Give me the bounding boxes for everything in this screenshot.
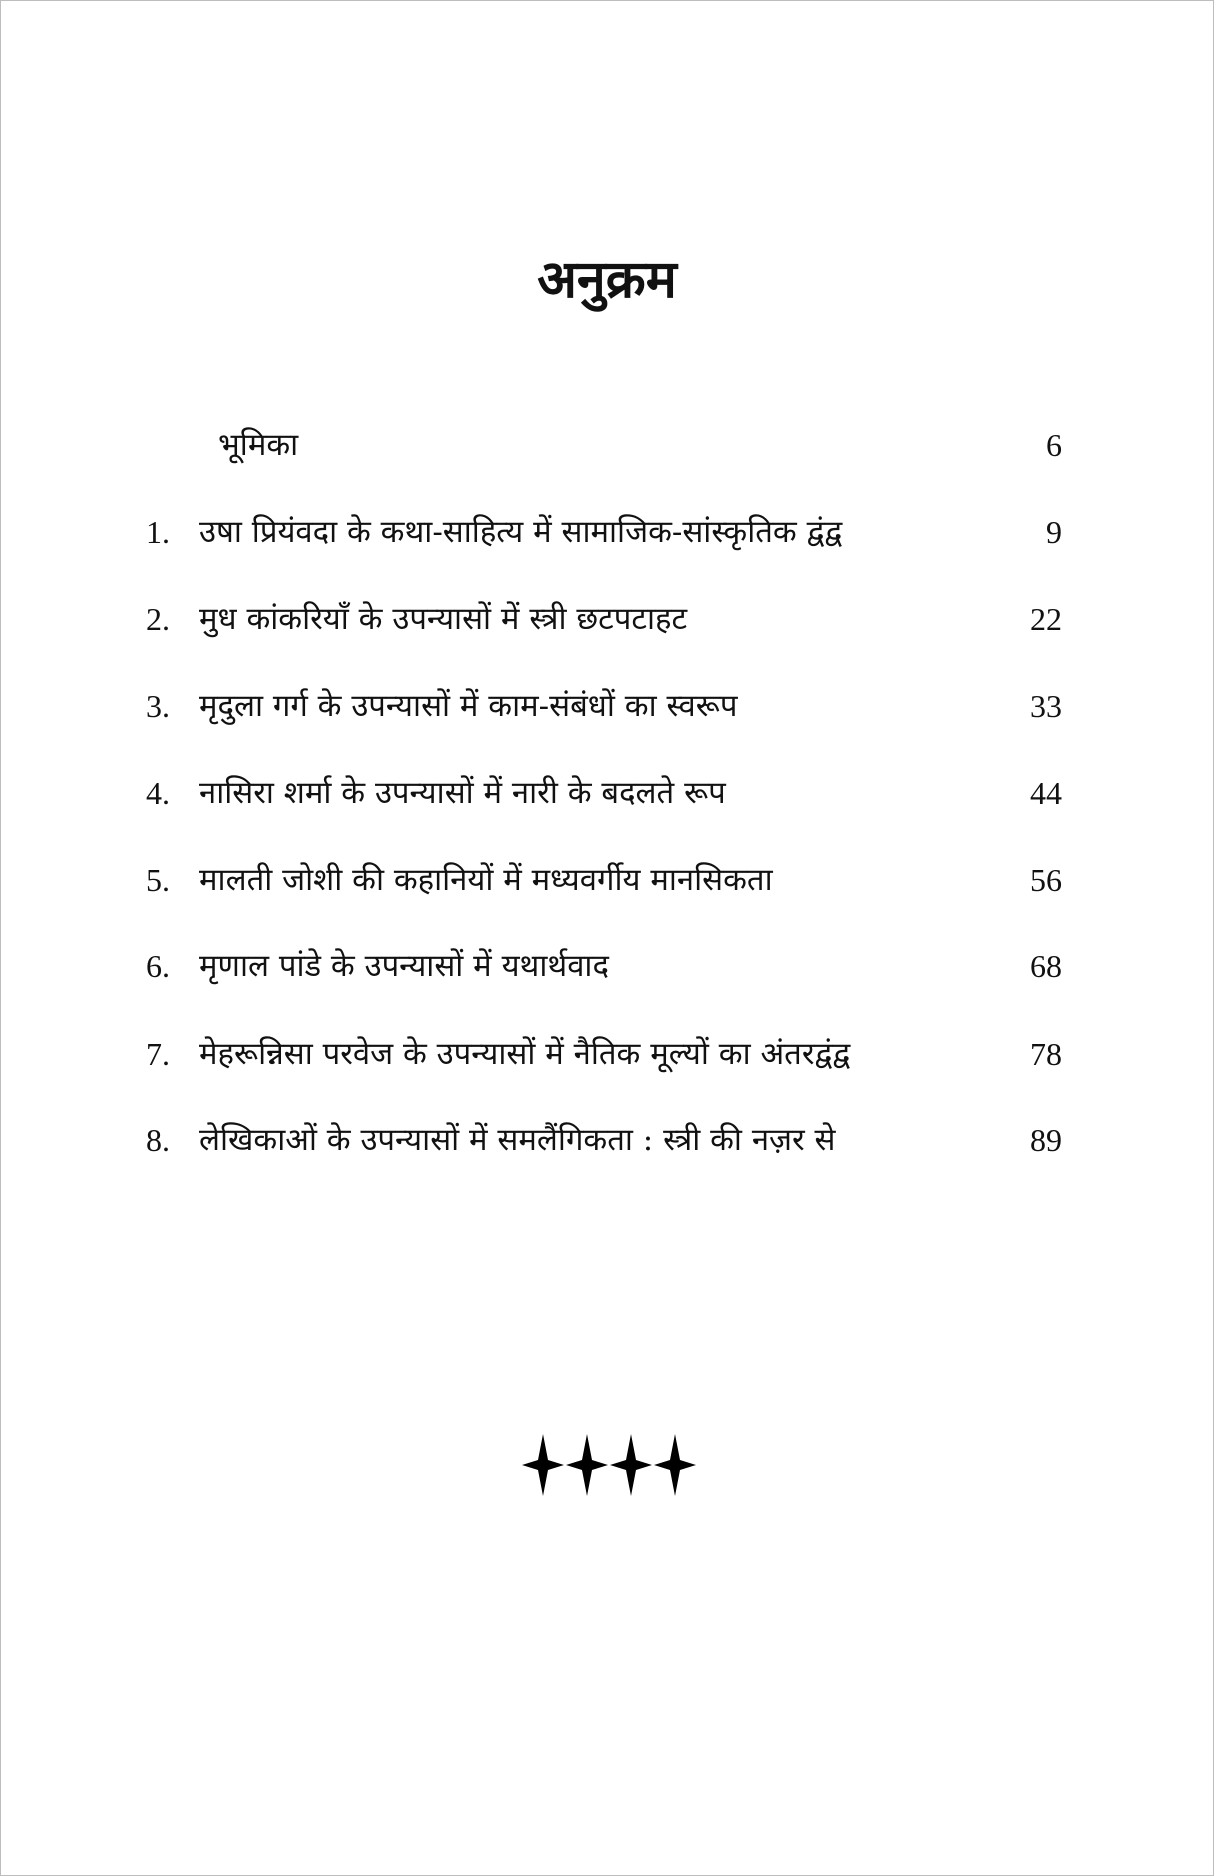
entry-title: मुध कांकरियाँ के उपन्यासों में स्त्री छटपटाहट: [199, 601, 688, 637]
entry-number: 5.: [146, 862, 170, 898]
entry-page-number: 9: [1046, 514, 1062, 550]
entry-page-number: 56: [1030, 862, 1062, 898]
toc-entry[interactable]: [0, 768, 1214, 818]
toc-entry[interactable]: [0, 507, 1214, 557]
four-point-star-icon: [522, 1434, 564, 1496]
entry-title: उषा प्रियंवदा के कथा-साहित्य में सामाजिक-सांस्कृतिक द्वंद्व: [199, 514, 843, 550]
entry-number: 6.: [146, 948, 170, 984]
toc-entry[interactable]: [0, 941, 1214, 991]
entry-page-number: 89: [1030, 1122, 1062, 1158]
entry-title: मालती जोशी की कहानियों में मध्यवर्गीय मानसिकता: [199, 862, 773, 898]
toc-entry[interactable]: [0, 681, 1214, 731]
entry-number: 7.: [146, 1036, 170, 1072]
entry-title: लेखिकाओं के उपन्यासों में समलैंगिकता : स्त्री की नज़र से: [199, 1122, 836, 1158]
entry-title: मृदुला गर्ग के उपन्यासों में काम-संबंधों का स्वरूप: [199, 688, 738, 724]
entry-title: नासिरा शर्मा के उपन्यासों में नारी के बदलते रूप: [199, 775, 726, 811]
toc-entry[interactable]: [0, 1115, 1214, 1165]
toc-entry[interactable]: [0, 594, 1214, 644]
toc-entry[interactable]: [0, 420, 1214, 470]
entry-number: 1.: [146, 514, 170, 550]
entry-title: मृणाल पांडे के उपन्यासों में यथार्थवाद: [199, 948, 609, 984]
entry-title: भूमिका: [218, 427, 299, 463]
entry-page-number: 33: [1030, 688, 1062, 724]
entry-page-number: 68: [1030, 948, 1062, 984]
entry-number: 2.: [146, 601, 170, 637]
four-point-star-icon: [566, 1434, 608, 1496]
entry-number: 3.: [146, 688, 170, 724]
four-point-star-icon: [610, 1434, 652, 1496]
ornament-stars: [521, 1433, 697, 1497]
entry-number: 8.: [146, 1122, 170, 1158]
entry-page-number: 22: [1030, 601, 1062, 637]
toc-entry[interactable]: [0, 855, 1214, 905]
four-point-star-icon: [654, 1434, 696, 1496]
entry-title: मेहरून्निसा परवेज के उपन्यासों में नैतिक मूल्यों का अंतरद्वंद्व: [199, 1036, 851, 1072]
entry-number: 4.: [146, 775, 170, 811]
page-title: अनुक्रम: [537, 250, 677, 310]
toc-entry[interactable]: [0, 1029, 1214, 1079]
entry-page-number: 44: [1030, 775, 1062, 811]
entry-page-number: 6: [1046, 427, 1062, 463]
entry-page-number: 78: [1030, 1036, 1062, 1072]
